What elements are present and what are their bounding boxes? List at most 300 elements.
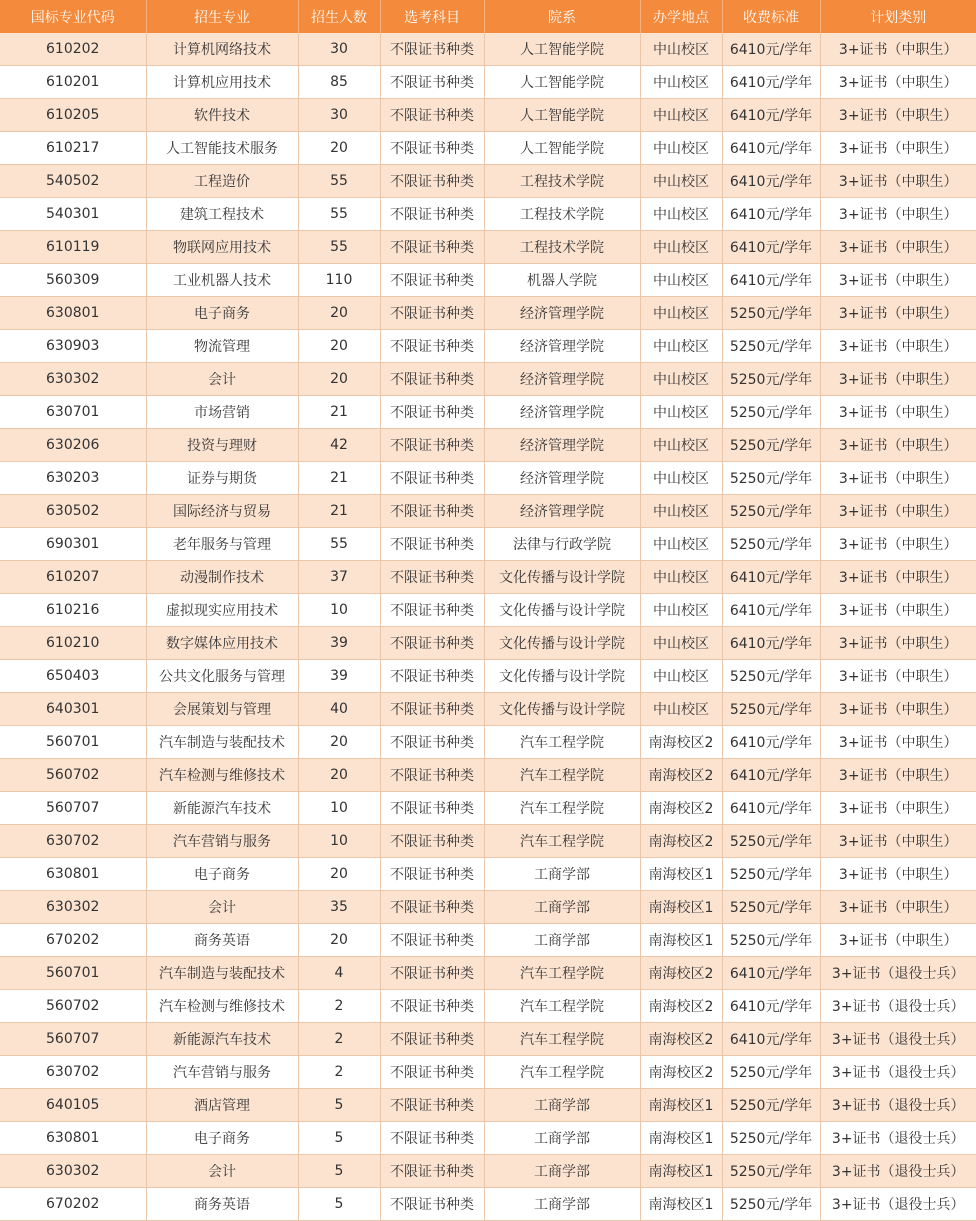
- major-code-cell: 560701: [0, 726, 146, 759]
- plan-type-cell: 3+证书（退役士兵）: [820, 957, 976, 990]
- exam-subject-cell: 不限证书种类: [380, 1089, 484, 1122]
- plan-type-cell: 3+证书（中职生）: [820, 297, 976, 330]
- major-name-cell: 工程造价: [146, 165, 298, 198]
- enrollment-count-cell: 2: [298, 990, 380, 1023]
- campus-cell: 中山校区: [640, 99, 722, 132]
- major-code-cell: 630302: [0, 891, 146, 924]
- enrollment-count-cell: 39: [298, 660, 380, 693]
- tuition-cell: 6410元/学年: [722, 132, 820, 165]
- major-name-cell: 汽车检测与维修技术: [146, 759, 298, 792]
- department-cell: 人工智能学院: [484, 66, 640, 99]
- major-code-cell: 560702: [0, 759, 146, 792]
- table-row: [0, 33, 976, 66]
- department-cell: 汽车工程学院: [484, 1023, 640, 1056]
- major-name-cell: 汽车制造与装配技术: [146, 957, 298, 990]
- exam-subject-cell: 不限证书种类: [380, 1122, 484, 1155]
- major-name-cell: 商务英语: [146, 1188, 298, 1221]
- exam-subject-cell: 不限证书种类: [380, 990, 484, 1023]
- tuition-cell: 5250元/学年: [722, 363, 820, 396]
- department-cell: 汽车工程学院: [484, 759, 640, 792]
- tuition-cell: 5250元/学年: [722, 924, 820, 957]
- major-code-cell: 630502: [0, 495, 146, 528]
- tuition-cell: 6410元/学年: [722, 561, 820, 594]
- exam-subject-cell: 不限证书种类: [380, 99, 484, 132]
- plan-type-cell: 3+证书（中职生）: [820, 858, 976, 891]
- department-cell: 汽车工程学院: [484, 1056, 640, 1089]
- department-cell: 文化传播与设计学院: [484, 693, 640, 726]
- major-code-cell: 610207: [0, 561, 146, 594]
- enrollment-count-cell: 85: [298, 66, 380, 99]
- major-name-cell: 商务英语: [146, 924, 298, 957]
- campus-cell: 南海校区1: [640, 891, 722, 924]
- plan-type-cell: 3+证书（中职生）: [820, 561, 976, 594]
- major-code-cell: 610201: [0, 66, 146, 99]
- major-code-cell: 540502: [0, 165, 146, 198]
- exam-subject-cell: 不限证书种类: [380, 363, 484, 396]
- major-code-cell: 560309: [0, 264, 146, 297]
- plan-type-cell: 3+证书（中职生）: [820, 528, 976, 561]
- exam-subject-cell: 不限证书种类: [380, 330, 484, 363]
- major-code-cell: 630701: [0, 396, 146, 429]
- tuition-cell: 6410元/学年: [722, 198, 820, 231]
- plan-type-cell: 3+证书（中职生）: [820, 594, 976, 627]
- enrollment-count-cell: 35: [298, 891, 380, 924]
- exam-subject-cell: 不限证书种类: [380, 297, 484, 330]
- table-row: [0, 759, 976, 792]
- major-code-cell: 630903: [0, 330, 146, 363]
- department-cell: 经济管理学院: [484, 297, 640, 330]
- major-name-cell: 老年服务与管理: [146, 528, 298, 561]
- plan-type-cell: 3+证书（中职生）: [820, 792, 976, 825]
- enrollment-count-cell: 5: [298, 1089, 380, 1122]
- tuition-cell: 6410元/学年: [722, 627, 820, 660]
- enrollment-count-cell: 21: [298, 462, 380, 495]
- plan-type-cell: 3+证书（中职生）: [820, 231, 976, 264]
- department-cell: 工程技术学院: [484, 231, 640, 264]
- department-cell: 人工智能学院: [484, 132, 640, 165]
- campus-cell: 中山校区: [640, 660, 722, 693]
- major-name-cell: 新能源汽车技术: [146, 792, 298, 825]
- major-name-cell: 计算机网络技术: [146, 33, 298, 66]
- campus-cell: 中山校区: [640, 396, 722, 429]
- campus-cell: 南海校区2: [640, 957, 722, 990]
- tuition-cell: 6410元/学年: [722, 99, 820, 132]
- campus-cell: 中山校区: [640, 132, 722, 165]
- table-row: [0, 1155, 976, 1188]
- exam-subject-cell: 不限证书种类: [380, 1188, 484, 1221]
- major-name-cell: 虚拟现实应用技术: [146, 594, 298, 627]
- enrollment-count-cell: 55: [298, 231, 380, 264]
- tuition-cell: 5250元/学年: [722, 297, 820, 330]
- table-row: [0, 792, 976, 825]
- plan-type-cell: 3+证书（中职生）: [820, 495, 976, 528]
- table-row: [0, 825, 976, 858]
- header-row: [0, 0, 976, 33]
- exam-subject-cell: 不限证书种类: [380, 825, 484, 858]
- major-name-cell: 汽车制造与装配技术: [146, 726, 298, 759]
- major-name-cell: 物联网应用技术: [146, 231, 298, 264]
- department-cell: 工商学部: [484, 1188, 640, 1221]
- department-cell: 法律与行政学院: [484, 528, 640, 561]
- plan-type-cell: 3+证书（中职生）: [820, 759, 976, 792]
- table-row: [0, 1056, 976, 1089]
- table-row: [0, 363, 976, 396]
- major-name-cell: 投资与理财: [146, 429, 298, 462]
- header-exam-subject: 选考科目: [380, 0, 484, 33]
- exam-subject-cell: 不限证书种类: [380, 429, 484, 462]
- exam-subject-cell: 不限证书种类: [380, 858, 484, 891]
- table-row: [0, 561, 976, 594]
- exam-subject-cell: 不限证书种类: [380, 396, 484, 429]
- department-cell: 汽车工程学院: [484, 825, 640, 858]
- major-code-cell: 560707: [0, 1023, 146, 1056]
- major-name-cell: 电子商务: [146, 858, 298, 891]
- major-name-cell: 建筑工程技术: [146, 198, 298, 231]
- enrollment-count-cell: 30: [298, 33, 380, 66]
- plan-type-cell: 3+证书（中职生）: [820, 429, 976, 462]
- major-code-cell: 610205: [0, 99, 146, 132]
- exam-subject-cell: 不限证书种类: [380, 726, 484, 759]
- major-name-cell: 物流管理: [146, 330, 298, 363]
- table-row: [0, 1188, 976, 1221]
- table-header: [0, 0, 976, 33]
- campus-cell: 中山校区: [640, 429, 722, 462]
- tuition-cell: 6410元/学年: [722, 231, 820, 264]
- major-name-cell: 市场营销: [146, 396, 298, 429]
- tuition-cell: 6410元/学年: [722, 792, 820, 825]
- major-code-cell: 610202: [0, 33, 146, 66]
- major-code-cell: 640301: [0, 693, 146, 726]
- exam-subject-cell: 不限证书种类: [380, 957, 484, 990]
- department-cell: 工商学部: [484, 858, 640, 891]
- table-row: [0, 990, 976, 1023]
- major-code-cell: 630702: [0, 825, 146, 858]
- campus-cell: 中山校区: [640, 528, 722, 561]
- tuition-cell: 6410元/学年: [722, 1023, 820, 1056]
- exam-subject-cell: 不限证书种类: [380, 1056, 484, 1089]
- tuition-cell: 6410元/学年: [722, 726, 820, 759]
- plan-type-cell: 3+证书（退役士兵）: [820, 1155, 976, 1188]
- exam-subject-cell: 不限证书种类: [380, 561, 484, 594]
- tuition-cell: 6410元/学年: [722, 957, 820, 990]
- campus-cell: 中山校区: [640, 462, 722, 495]
- header-major-code: 国标专业代码: [0, 0, 146, 33]
- table-body: [0, 33, 976, 1221]
- major-code-cell: 670202: [0, 1188, 146, 1221]
- campus-cell: 中山校区: [640, 33, 722, 66]
- major-name-cell: 会计: [146, 1155, 298, 1188]
- major-code-cell: 610119: [0, 231, 146, 264]
- major-code-cell: 630302: [0, 1155, 146, 1188]
- major-name-cell: 公共文化服务与管理: [146, 660, 298, 693]
- campus-cell: 中山校区: [640, 264, 722, 297]
- department-cell: 机器人学院: [484, 264, 640, 297]
- table-row: [0, 330, 976, 363]
- enrollment-count-cell: 42: [298, 429, 380, 462]
- major-code-cell: 630801: [0, 1122, 146, 1155]
- campus-cell: 中山校区: [640, 297, 722, 330]
- plan-type-cell: 3+证书（退役士兵）: [820, 1188, 976, 1221]
- table-row: [0, 528, 976, 561]
- exam-subject-cell: 不限证书种类: [380, 198, 484, 231]
- table-row: [0, 1089, 976, 1122]
- plan-type-cell: 3+证书（中职生）: [820, 33, 976, 66]
- major-name-cell: 汽车营销与服务: [146, 1056, 298, 1089]
- campus-cell: 中山校区: [640, 198, 722, 231]
- campus-cell: 南海校区2: [640, 1023, 722, 1056]
- department-cell: 汽车工程学院: [484, 792, 640, 825]
- campus-cell: 中山校区: [640, 495, 722, 528]
- major-name-cell: 工业机器人技术: [146, 264, 298, 297]
- department-cell: 汽车工程学院: [484, 957, 640, 990]
- enrollment-count-cell: 20: [298, 759, 380, 792]
- plan-type-cell: 3+证书（中职生）: [820, 462, 976, 495]
- plan-type-cell: 3+证书（中职生）: [820, 891, 976, 924]
- enrollment-count-cell: 10: [298, 594, 380, 627]
- campus-cell: 南海校区2: [640, 1056, 722, 1089]
- major-code-cell: 560701: [0, 957, 146, 990]
- exam-subject-cell: 不限证书种类: [380, 264, 484, 297]
- enrollment-count-cell: 55: [298, 528, 380, 561]
- plan-type-cell: 3+证书（中职生）: [820, 99, 976, 132]
- enrollment-count-cell: 10: [298, 792, 380, 825]
- department-cell: 人工智能学院: [484, 99, 640, 132]
- department-cell: 文化传播与设计学院: [484, 594, 640, 627]
- header-enrollment-count: 招生人数: [298, 0, 380, 33]
- exam-subject-cell: 不限证书种类: [380, 891, 484, 924]
- exam-subject-cell: 不限证书种类: [380, 1023, 484, 1056]
- table-row: [0, 726, 976, 759]
- department-cell: 文化传播与设计学院: [484, 660, 640, 693]
- exam-subject-cell: 不限证书种类: [380, 231, 484, 264]
- table-row: [0, 297, 976, 330]
- table-row: [0, 429, 976, 462]
- campus-cell: 中山校区: [640, 594, 722, 627]
- major-code-cell: 650403: [0, 660, 146, 693]
- enrollment-count-cell: 20: [298, 726, 380, 759]
- plan-type-cell: 3+证书（中职生）: [820, 330, 976, 363]
- header-campus: 办学地点: [640, 0, 722, 33]
- table-row: [0, 396, 976, 429]
- enrollment-count-cell: 39: [298, 627, 380, 660]
- plan-type-cell: 3+证书（中职生）: [820, 726, 976, 759]
- department-cell: 工商学部: [484, 924, 640, 957]
- major-code-cell: 630206: [0, 429, 146, 462]
- table-row: [0, 231, 976, 264]
- department-cell: 经济管理学院: [484, 330, 640, 363]
- exam-subject-cell: 不限证书种类: [380, 1155, 484, 1188]
- major-name-cell: 会计: [146, 891, 298, 924]
- table-row: [0, 594, 976, 627]
- table-row: [0, 66, 976, 99]
- table-row: [0, 957, 976, 990]
- campus-cell: 南海校区1: [640, 1188, 722, 1221]
- plan-type-cell: 3+证书（中职生）: [820, 825, 976, 858]
- exam-subject-cell: 不限证书种类: [380, 693, 484, 726]
- major-name-cell: 动漫制作技术: [146, 561, 298, 594]
- major-code-cell: 670202: [0, 924, 146, 957]
- plan-type-cell: 3+证书（中职生）: [820, 66, 976, 99]
- campus-cell: 南海校区1: [640, 924, 722, 957]
- plan-type-cell: 3+证书（退役士兵）: [820, 1122, 976, 1155]
- enrollment-count-cell: 40: [298, 693, 380, 726]
- plan-type-cell: 3+证书（中职生）: [820, 132, 976, 165]
- exam-subject-cell: 不限证书种类: [380, 660, 484, 693]
- enrollment-count-cell: 5: [298, 1122, 380, 1155]
- major-code-cell: 560702: [0, 990, 146, 1023]
- major-code-cell: 630302: [0, 363, 146, 396]
- table-row: [0, 198, 976, 231]
- exam-subject-cell: 不限证书种类: [380, 495, 484, 528]
- enrollment-count-cell: 4: [298, 957, 380, 990]
- table-row: [0, 462, 976, 495]
- tuition-cell: 6410元/学年: [722, 33, 820, 66]
- major-code-cell: 630702: [0, 1056, 146, 1089]
- exam-subject-cell: 不限证书种类: [380, 792, 484, 825]
- exam-subject-cell: 不限证书种类: [380, 165, 484, 198]
- department-cell: 经济管理学院: [484, 462, 640, 495]
- enrollment-count-cell: 2: [298, 1056, 380, 1089]
- major-name-cell: 会展策划与管理: [146, 693, 298, 726]
- tuition-cell: 5250元/学年: [722, 1122, 820, 1155]
- tuition-cell: 5250元/学年: [722, 396, 820, 429]
- enrollment-count-cell: 55: [298, 165, 380, 198]
- major-code-cell: 610216: [0, 594, 146, 627]
- plan-type-cell: 3+证书（中职生）: [820, 165, 976, 198]
- major-name-cell: 数字媒体应用技术: [146, 627, 298, 660]
- enrollment-count-cell: 20: [298, 297, 380, 330]
- table-row: [0, 924, 976, 957]
- table-row: [0, 165, 976, 198]
- exam-subject-cell: 不限证书种类: [380, 462, 484, 495]
- major-code-cell: 610210: [0, 627, 146, 660]
- enrollment-count-cell: 20: [298, 132, 380, 165]
- enrollment-count-cell: 20: [298, 858, 380, 891]
- department-cell: 文化传播与设计学院: [484, 627, 640, 660]
- plan-type-cell: 3+证书（中职生）: [820, 660, 976, 693]
- major-name-cell: 电子商务: [146, 1122, 298, 1155]
- header-tuition: 收费标准: [722, 0, 820, 33]
- exam-subject-cell: 不限证书种类: [380, 66, 484, 99]
- tuition-cell: 5250元/学年: [722, 1056, 820, 1089]
- major-code-cell: 690301: [0, 528, 146, 561]
- department-cell: 文化传播与设计学院: [484, 561, 640, 594]
- campus-cell: 南海校区2: [640, 825, 722, 858]
- plan-type-cell: 3+证书（中职生）: [820, 693, 976, 726]
- tuition-cell: 6410元/学年: [722, 66, 820, 99]
- major-name-cell: 国际经济与贸易: [146, 495, 298, 528]
- tuition-cell: 6410元/学年: [722, 759, 820, 792]
- campus-cell: 南海校区2: [640, 759, 722, 792]
- campus-cell: 南海校区1: [640, 1155, 722, 1188]
- plan-type-cell: 3+证书（中职生）: [820, 363, 976, 396]
- department-cell: 经济管理学院: [484, 429, 640, 462]
- plan-type-cell: 3+证书（中职生）: [820, 627, 976, 660]
- table-row: [0, 891, 976, 924]
- plan-type-cell: 3+证书（退役士兵）: [820, 1056, 976, 1089]
- major-code-cell: 610217: [0, 132, 146, 165]
- exam-subject-cell: 不限证书种类: [380, 759, 484, 792]
- major-name-cell: 人工智能技术服务: [146, 132, 298, 165]
- tuition-cell: 5250元/学年: [722, 495, 820, 528]
- plan-type-cell: 3+证书（中职生）: [820, 198, 976, 231]
- enrollment-count-cell: 21: [298, 495, 380, 528]
- department-cell: 经济管理学院: [484, 396, 640, 429]
- major-name-cell: 汽车营销与服务: [146, 825, 298, 858]
- table-row: [0, 660, 976, 693]
- campus-cell: 中山校区: [640, 363, 722, 396]
- major-name-cell: 计算机应用技术: [146, 66, 298, 99]
- exam-subject-cell: 不限证书种类: [380, 33, 484, 66]
- table-row: [0, 99, 976, 132]
- department-cell: 工商学部: [484, 1089, 640, 1122]
- exam-subject-cell: 不限证书种类: [380, 528, 484, 561]
- tuition-cell: 6410元/学年: [722, 594, 820, 627]
- department-cell: 经济管理学院: [484, 495, 640, 528]
- tuition-cell: 5250元/学年: [722, 1188, 820, 1221]
- tuition-cell: 5250元/学年: [722, 660, 820, 693]
- enrollment-count-cell: 37: [298, 561, 380, 594]
- table-row: [0, 1023, 976, 1056]
- major-code-cell: 640105: [0, 1089, 146, 1122]
- major-name-cell: 电子商务: [146, 297, 298, 330]
- major-code-cell: 560707: [0, 792, 146, 825]
- plan-type-cell: 3+证书（退役士兵）: [820, 990, 976, 1023]
- exam-subject-cell: 不限证书种类: [380, 594, 484, 627]
- tuition-cell: 5250元/学年: [722, 330, 820, 363]
- table-row: [0, 132, 976, 165]
- major-name-cell: 汽车检测与维修技术: [146, 990, 298, 1023]
- tuition-cell: 5250元/学年: [722, 825, 820, 858]
- header-department: 院系: [484, 0, 640, 33]
- campus-cell: 南海校区1: [640, 858, 722, 891]
- exam-subject-cell: 不限证书种类: [380, 924, 484, 957]
- tuition-cell: 5250元/学年: [722, 462, 820, 495]
- campus-cell: 中山校区: [640, 561, 722, 594]
- major-name-cell: 会计: [146, 363, 298, 396]
- table-row: [0, 858, 976, 891]
- exam-subject-cell: 不限证书种类: [380, 132, 484, 165]
- major-code-cell: 630801: [0, 297, 146, 330]
- campus-cell: 南海校区1: [640, 1089, 722, 1122]
- campus-cell: 南海校区1: [640, 1122, 722, 1155]
- campus-cell: 中山校区: [640, 165, 722, 198]
- header-major-name: 招生专业: [146, 0, 298, 33]
- tuition-cell: 5250元/学年: [722, 429, 820, 462]
- tuition-cell: 5250元/学年: [722, 693, 820, 726]
- major-code-cell: 630203: [0, 462, 146, 495]
- department-cell: 人工智能学院: [484, 33, 640, 66]
- department-cell: 工商学部: [484, 1155, 640, 1188]
- plan-type-cell: 3+证书（退役士兵）: [820, 1089, 976, 1122]
- major-name-cell: 酒店管理: [146, 1089, 298, 1122]
- tuition-cell: 5250元/学年: [722, 1155, 820, 1188]
- department-cell: 汽车工程学院: [484, 990, 640, 1023]
- table-row: [0, 693, 976, 726]
- enrollment-count-cell: 30: [298, 99, 380, 132]
- enrollment-count-cell: 20: [298, 363, 380, 396]
- campus-cell: 中山校区: [640, 693, 722, 726]
- enrollment-count-cell: 55: [298, 198, 380, 231]
- enrollment-count-cell: 110: [298, 264, 380, 297]
- major-code-cell: 630801: [0, 858, 146, 891]
- department-cell: 工商学部: [484, 891, 640, 924]
- campus-cell: 中山校区: [640, 330, 722, 363]
- tuition-cell: 6410元/学年: [722, 165, 820, 198]
- campus-cell: 中山校区: [640, 66, 722, 99]
- campus-cell: 南海校区2: [640, 726, 722, 759]
- campus-cell: 中山校区: [640, 627, 722, 660]
